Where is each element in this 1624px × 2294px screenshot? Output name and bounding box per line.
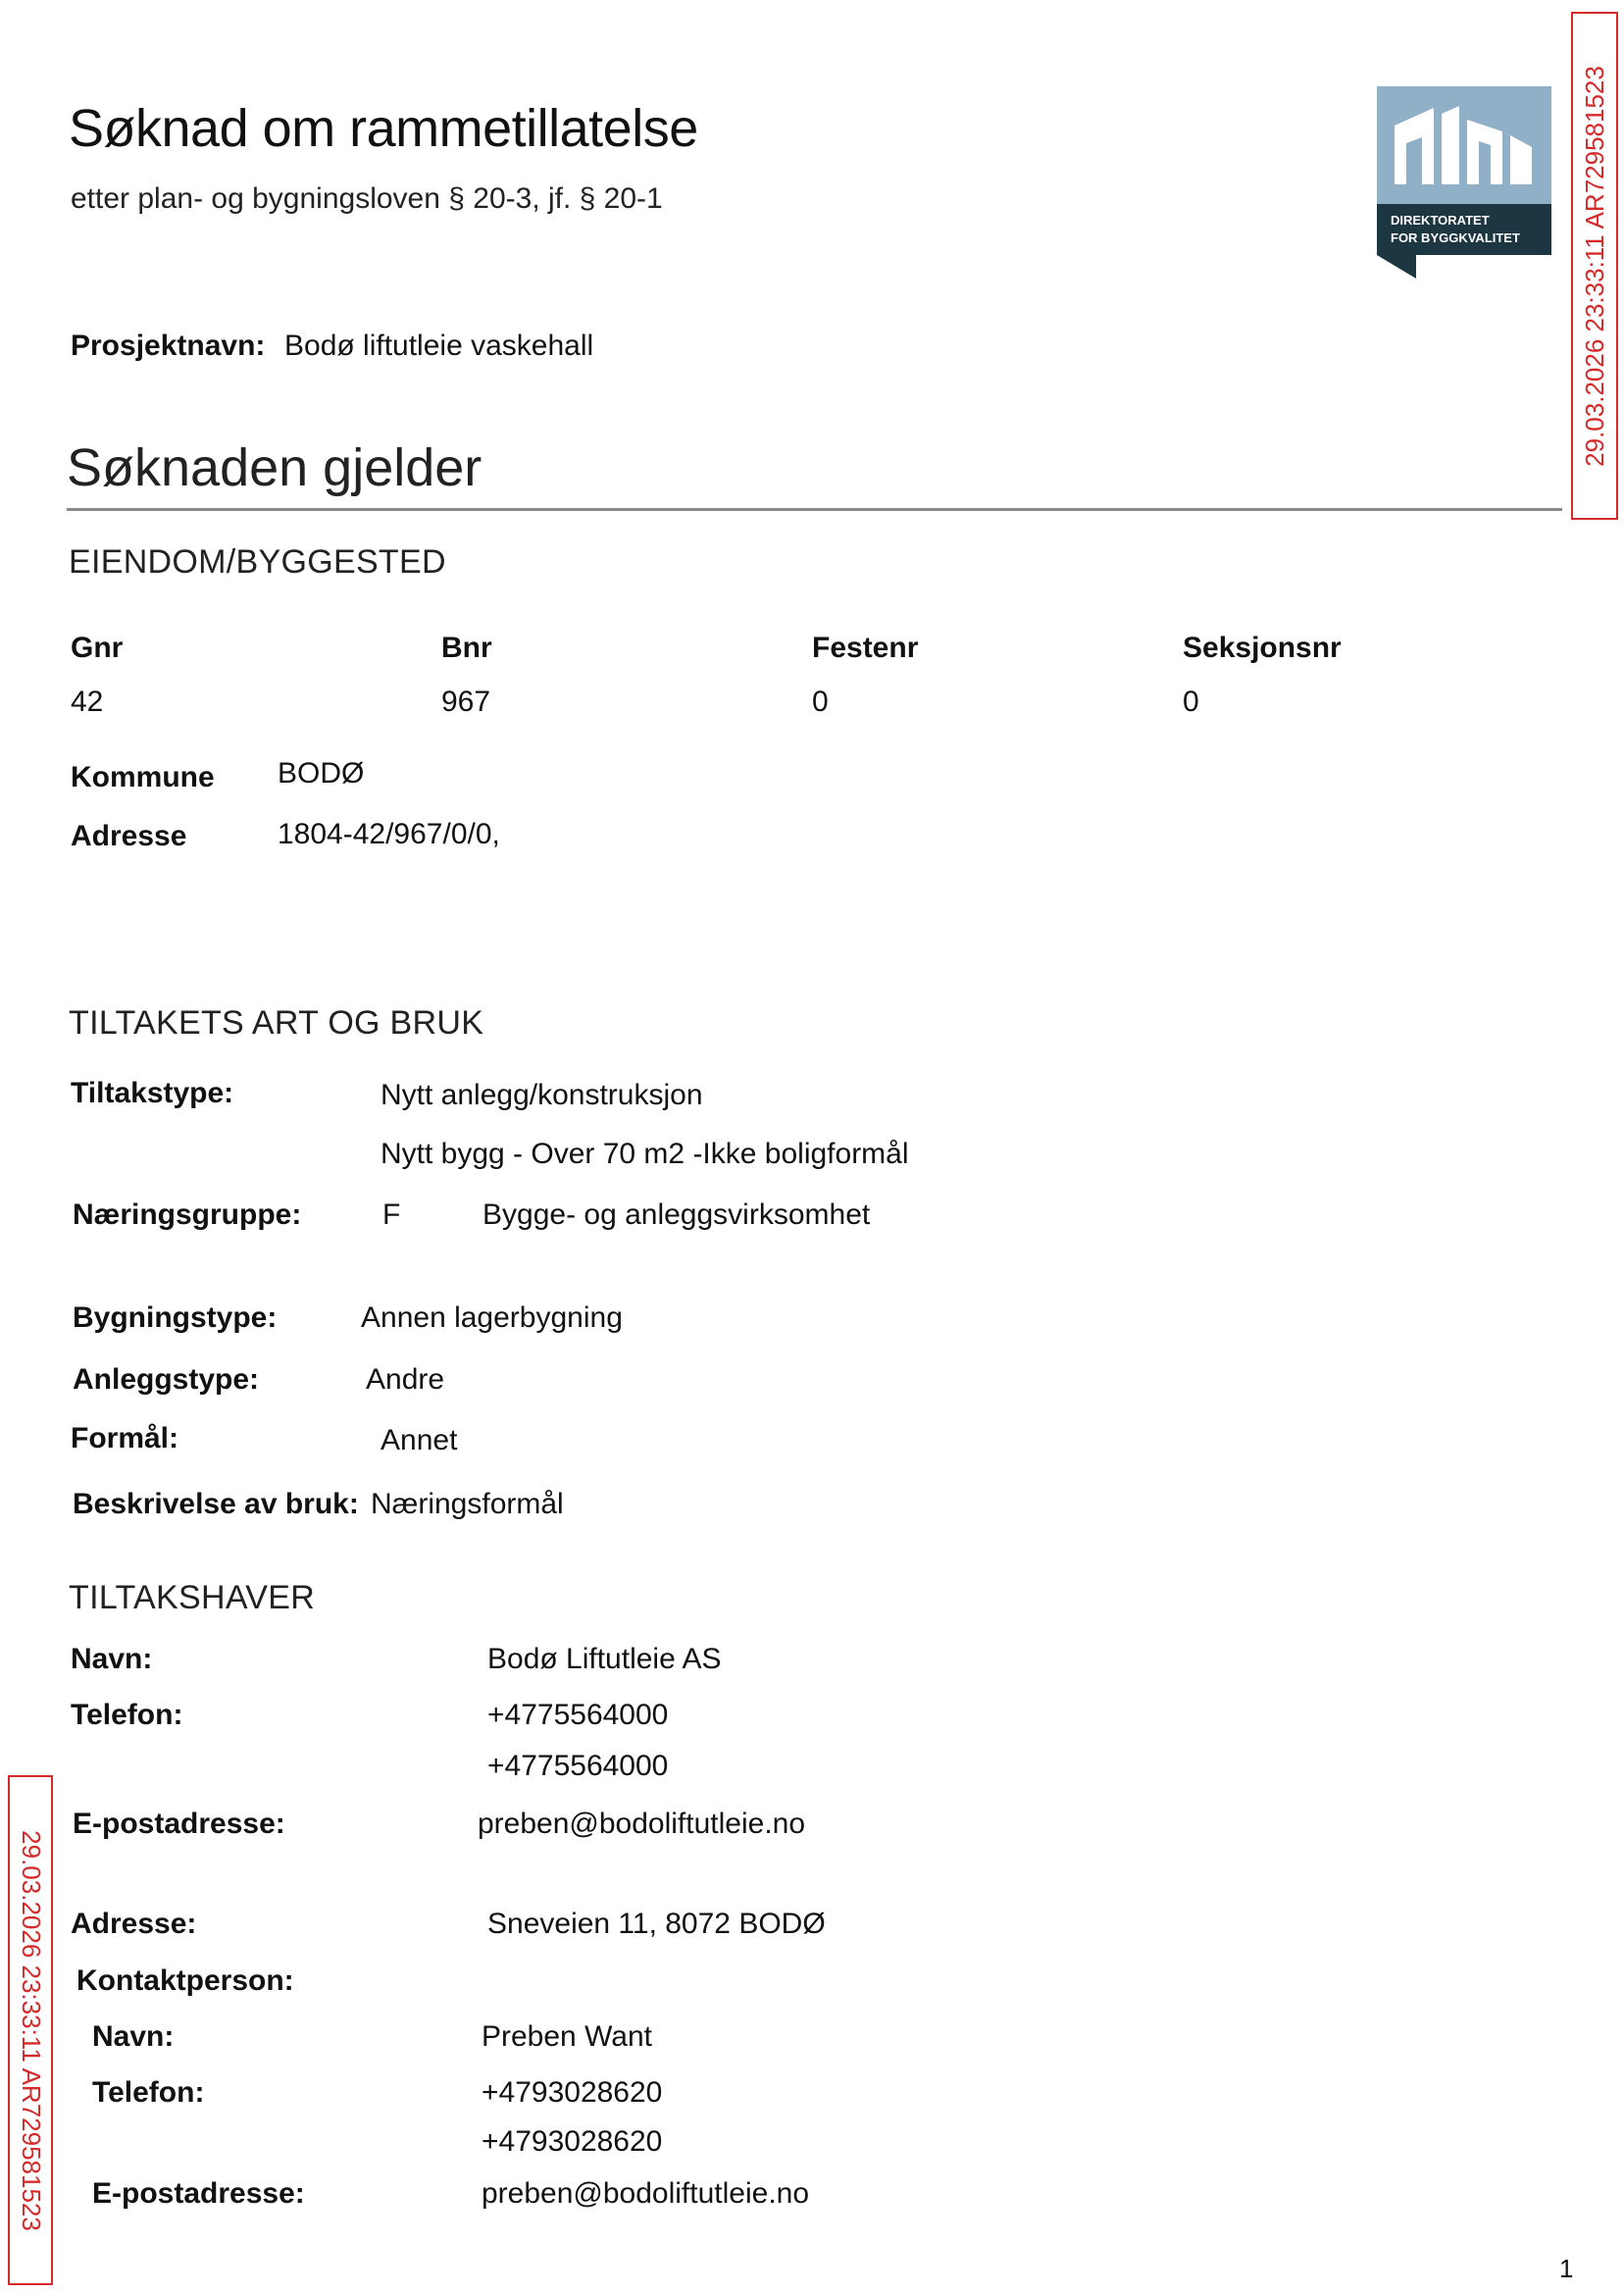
tiltakstype-label: Tiltakstype: xyxy=(71,1077,234,1109)
anleggstype-label: Anleggstype: xyxy=(73,1363,260,1396)
kontaktperson-label: Kontaktperson: xyxy=(76,1964,294,1997)
tiltakshaver-adresse-label: Adresse: xyxy=(71,1908,197,1940)
beskrivelse-label: Beskrivelse av bruk: xyxy=(73,1488,359,1520)
kontakt-navn-label: Navn: xyxy=(92,2020,175,2053)
heading-rule xyxy=(67,508,1562,511)
value-festenr: 0 xyxy=(812,686,829,718)
kontakt-navn-value: Preben Want xyxy=(482,2020,652,2053)
timestamp-stamp-top xyxy=(1571,12,1618,520)
section-heading-tiltakshaver: TILTAKSHAVER xyxy=(69,1579,316,1616)
stamp-text: 29.03.2026 23:33:11 AR729581523 xyxy=(16,1829,46,2231)
tiltakshaver-telefon-label: Telefon: xyxy=(71,1699,183,1731)
tiltakstype-value-2: Nytt bygg - Over 70 m2 -Ikke boligformål xyxy=(381,1138,909,1170)
formal-label: Formål: xyxy=(71,1422,179,1454)
kontakt-telefon-value-1: +4793028620 xyxy=(482,2076,663,2109)
tiltakshaver-epost-value: preben@bodoliftutleie.no xyxy=(478,1808,806,1840)
document-title: Søknad om rammetillatelse xyxy=(69,99,698,158)
bygningstype-value: Annen lagerbygning xyxy=(361,1301,623,1334)
section-heading-eiendom: EIENDOM/BYGGESTED xyxy=(69,543,446,581)
kommune-label: Kommune xyxy=(71,761,215,793)
page-number: 1 xyxy=(1559,2254,1574,2283)
kontakt-epost-value: preben@bodoliftutleie.no xyxy=(482,2177,810,2210)
tiltakshaver-navn-value: Bodø Liftutleie AS xyxy=(487,1643,722,1675)
timestamp-stamp-left xyxy=(8,1775,53,2285)
col-header-bnr: Bnr xyxy=(441,632,492,664)
tiltakshaver-navn-label: Navn: xyxy=(71,1643,153,1675)
kommune-value: BODØ xyxy=(278,757,365,790)
tiltakshaver-telefon-value-1: +4775564000 xyxy=(487,1699,669,1731)
col-header-festenr: Festenr xyxy=(812,632,919,664)
tiltakshaver-epost-label: E-postadresse: xyxy=(73,1808,285,1840)
document-subtitle: etter plan- og bygningsloven § 20-3, jf. § 20-1 xyxy=(71,182,663,215)
naeringsgruppe-value: Bygge- og anleggsvirksomhet xyxy=(482,1198,871,1231)
section-heading-tiltak: TILTAKETS ART OG BRUK xyxy=(69,1004,484,1042)
project-label: Prosjektnavn: xyxy=(71,330,266,362)
formal-value: Annet xyxy=(381,1424,458,1456)
kontakt-telefon-label: Telefon: xyxy=(92,2076,205,2109)
value-bnr: 967 xyxy=(441,686,491,718)
kontakt-epost-label: E-postadresse: xyxy=(92,2177,305,2210)
col-header-seksjonsnr: Seksjonsnr xyxy=(1183,632,1342,664)
anleggstype-value: Andre xyxy=(366,1363,445,1396)
naeringsgruppe-code: F xyxy=(382,1198,401,1231)
col-header-gnr: Gnr xyxy=(71,632,124,664)
stamp-text: 29.03.2026 23:33:11 AR729581523 xyxy=(1579,65,1609,467)
tiltakshaver-telefon-value-2: +4775564000 xyxy=(487,1750,669,1782)
value-seksjonsnr: 0 xyxy=(1183,686,1199,718)
value-gnr: 42 xyxy=(71,686,104,718)
adresse-value: 1804-42/967/0/0, xyxy=(278,818,500,850)
project-value: Bodø liftutleie vaskehall xyxy=(284,330,594,362)
bygningstype-label: Bygningstype: xyxy=(73,1301,278,1334)
kontakt-telefon-value-2: +4793028620 xyxy=(482,2125,663,2158)
adresse-label: Adresse xyxy=(71,820,187,852)
naeringsgruppe-label: Næringsgruppe: xyxy=(73,1198,302,1231)
logo-text-line2: FOR BYGGKVALITET xyxy=(1391,230,1520,245)
beskrivelse-value: Næringsformål xyxy=(371,1488,564,1520)
tiltakstype-value-1: Nytt anlegg/konstruksjon xyxy=(381,1079,703,1111)
logo-text-line1: DIREKTORATET xyxy=(1391,213,1490,228)
section-heading-soknaden: Søknaden gjelder xyxy=(67,438,482,497)
tiltakshaver-adresse-value: Sneveien 11, 8072 BODØ xyxy=(487,1908,826,1940)
dibk-logo-icon xyxy=(1377,86,1551,279)
dibk-logo xyxy=(1377,86,1551,279)
